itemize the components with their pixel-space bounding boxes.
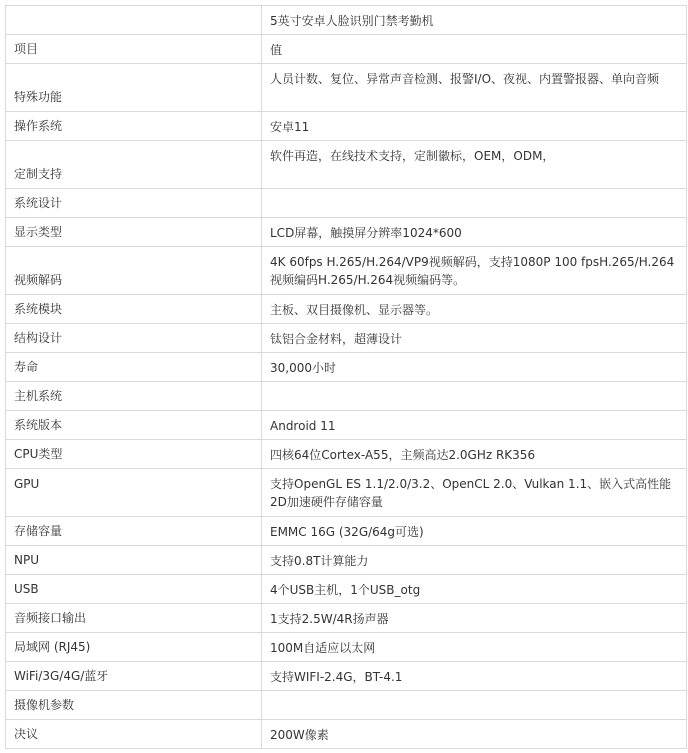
table-title-blank [6, 6, 262, 35]
table-header-row [6, 35, 687, 64]
table-row [6, 64, 687, 112]
table-title: 5英寸安卓人脸识别门禁考勤机 [262, 6, 687, 35]
row-value: 人员计数、复位、异常声音检测、报警I/O、夜视、内置警报器、单向音频 [262, 64, 687, 112]
row-value [262, 382, 687, 411]
spec-table [5, 5, 687, 749]
row-key: NPU [6, 546, 262, 575]
table-row [6, 440, 687, 469]
row-key: 系统模块 [6, 295, 262, 324]
table-title-row [6, 6, 687, 35]
row-key: 系统设计 [6, 189, 262, 218]
table-row [6, 546, 687, 575]
row-value: 主板、双目摄像机、显示器等。 [262, 295, 687, 324]
table-row [6, 324, 687, 353]
row-key: 主机系统 [6, 382, 262, 411]
row-key: GPU [6, 469, 262, 517]
table-row [6, 382, 687, 411]
header-value: 值 [262, 35, 687, 64]
table-row [6, 295, 687, 324]
row-value: 安卓11 [262, 112, 687, 141]
table-row [6, 575, 687, 604]
row-value: 支持0.8T计算能力 [262, 546, 687, 575]
row-key: 特殊功能 [6, 64, 262, 112]
row-value: EMMC 16G (32G/64g可选) [262, 517, 687, 546]
row-key: 摄像机参数 [6, 691, 262, 720]
row-value: Android 11 [262, 411, 687, 440]
table-row [6, 411, 687, 440]
table-row [6, 517, 687, 546]
row-key: 显示类型 [6, 218, 262, 247]
table-row [6, 189, 687, 218]
row-key: 决议 [6, 720, 262, 749]
table-row [6, 469, 687, 517]
row-value: 支持WIFI-2.4G，BT-4.1 [262, 662, 687, 691]
row-key: 存储容量 [6, 517, 262, 546]
row-key: CPU类型 [6, 440, 262, 469]
table-row [6, 112, 687, 141]
row-value: 软件再造，在线技术支持，定制徽标，OEM，ODM， [262, 141, 687, 189]
row-key: 局域网 (RJ45) [6, 633, 262, 662]
row-key: USB [6, 575, 262, 604]
row-key: WiFi/3G/4G/蓝牙 [6, 662, 262, 691]
table-row [6, 720, 687, 749]
row-key: 系统版本 [6, 411, 262, 440]
row-value: 30,000小时 [262, 353, 687, 382]
table-row [6, 633, 687, 662]
table-row [6, 662, 687, 691]
table-row [6, 247, 687, 295]
row-value: 支持OpenGL ES 1.1/2.0/3.2、OpenCL 2.0、Vulkan 1.1、嵌入式高性能2D加速硬件存储容量 [262, 469, 687, 517]
row-key: 定制支持 [6, 141, 262, 189]
row-value: 200W像素 [262, 720, 687, 749]
header-item: 项目 [6, 35, 262, 64]
row-key: 寿命 [6, 353, 262, 382]
table-row [6, 691, 687, 720]
row-key: 视频解码 [6, 247, 262, 295]
row-value: 四核64位Cortex-A55，主频高达2.0GHz RK356 [262, 440, 687, 469]
row-value: 4个USB主机，1个USB_otg [262, 575, 687, 604]
row-value: LCD屏幕，触摸屏分辨率1024*600 [262, 218, 687, 247]
row-value: 4K 60fps H.265/H.264/VP9视频解码，支持1080P 100 fpsH.265/H.264视频编码H.265/H.264视频编码等。 [262, 247, 687, 295]
row-value [262, 691, 687, 720]
row-key: 操作系统 [6, 112, 262, 141]
table-row [6, 218, 687, 247]
row-value: 1支持2.5W/4R扬声器 [262, 604, 687, 633]
row-value: 100M自适应以太网 [262, 633, 687, 662]
row-value: 钛铝合金材料，超薄设计 [262, 324, 687, 353]
row-key: 结构设计 [6, 324, 262, 353]
table-row [6, 604, 687, 633]
row-value [262, 189, 687, 218]
table-row [6, 141, 687, 189]
row-key: 音频接口输出 [6, 604, 262, 633]
table-row [6, 353, 687, 382]
